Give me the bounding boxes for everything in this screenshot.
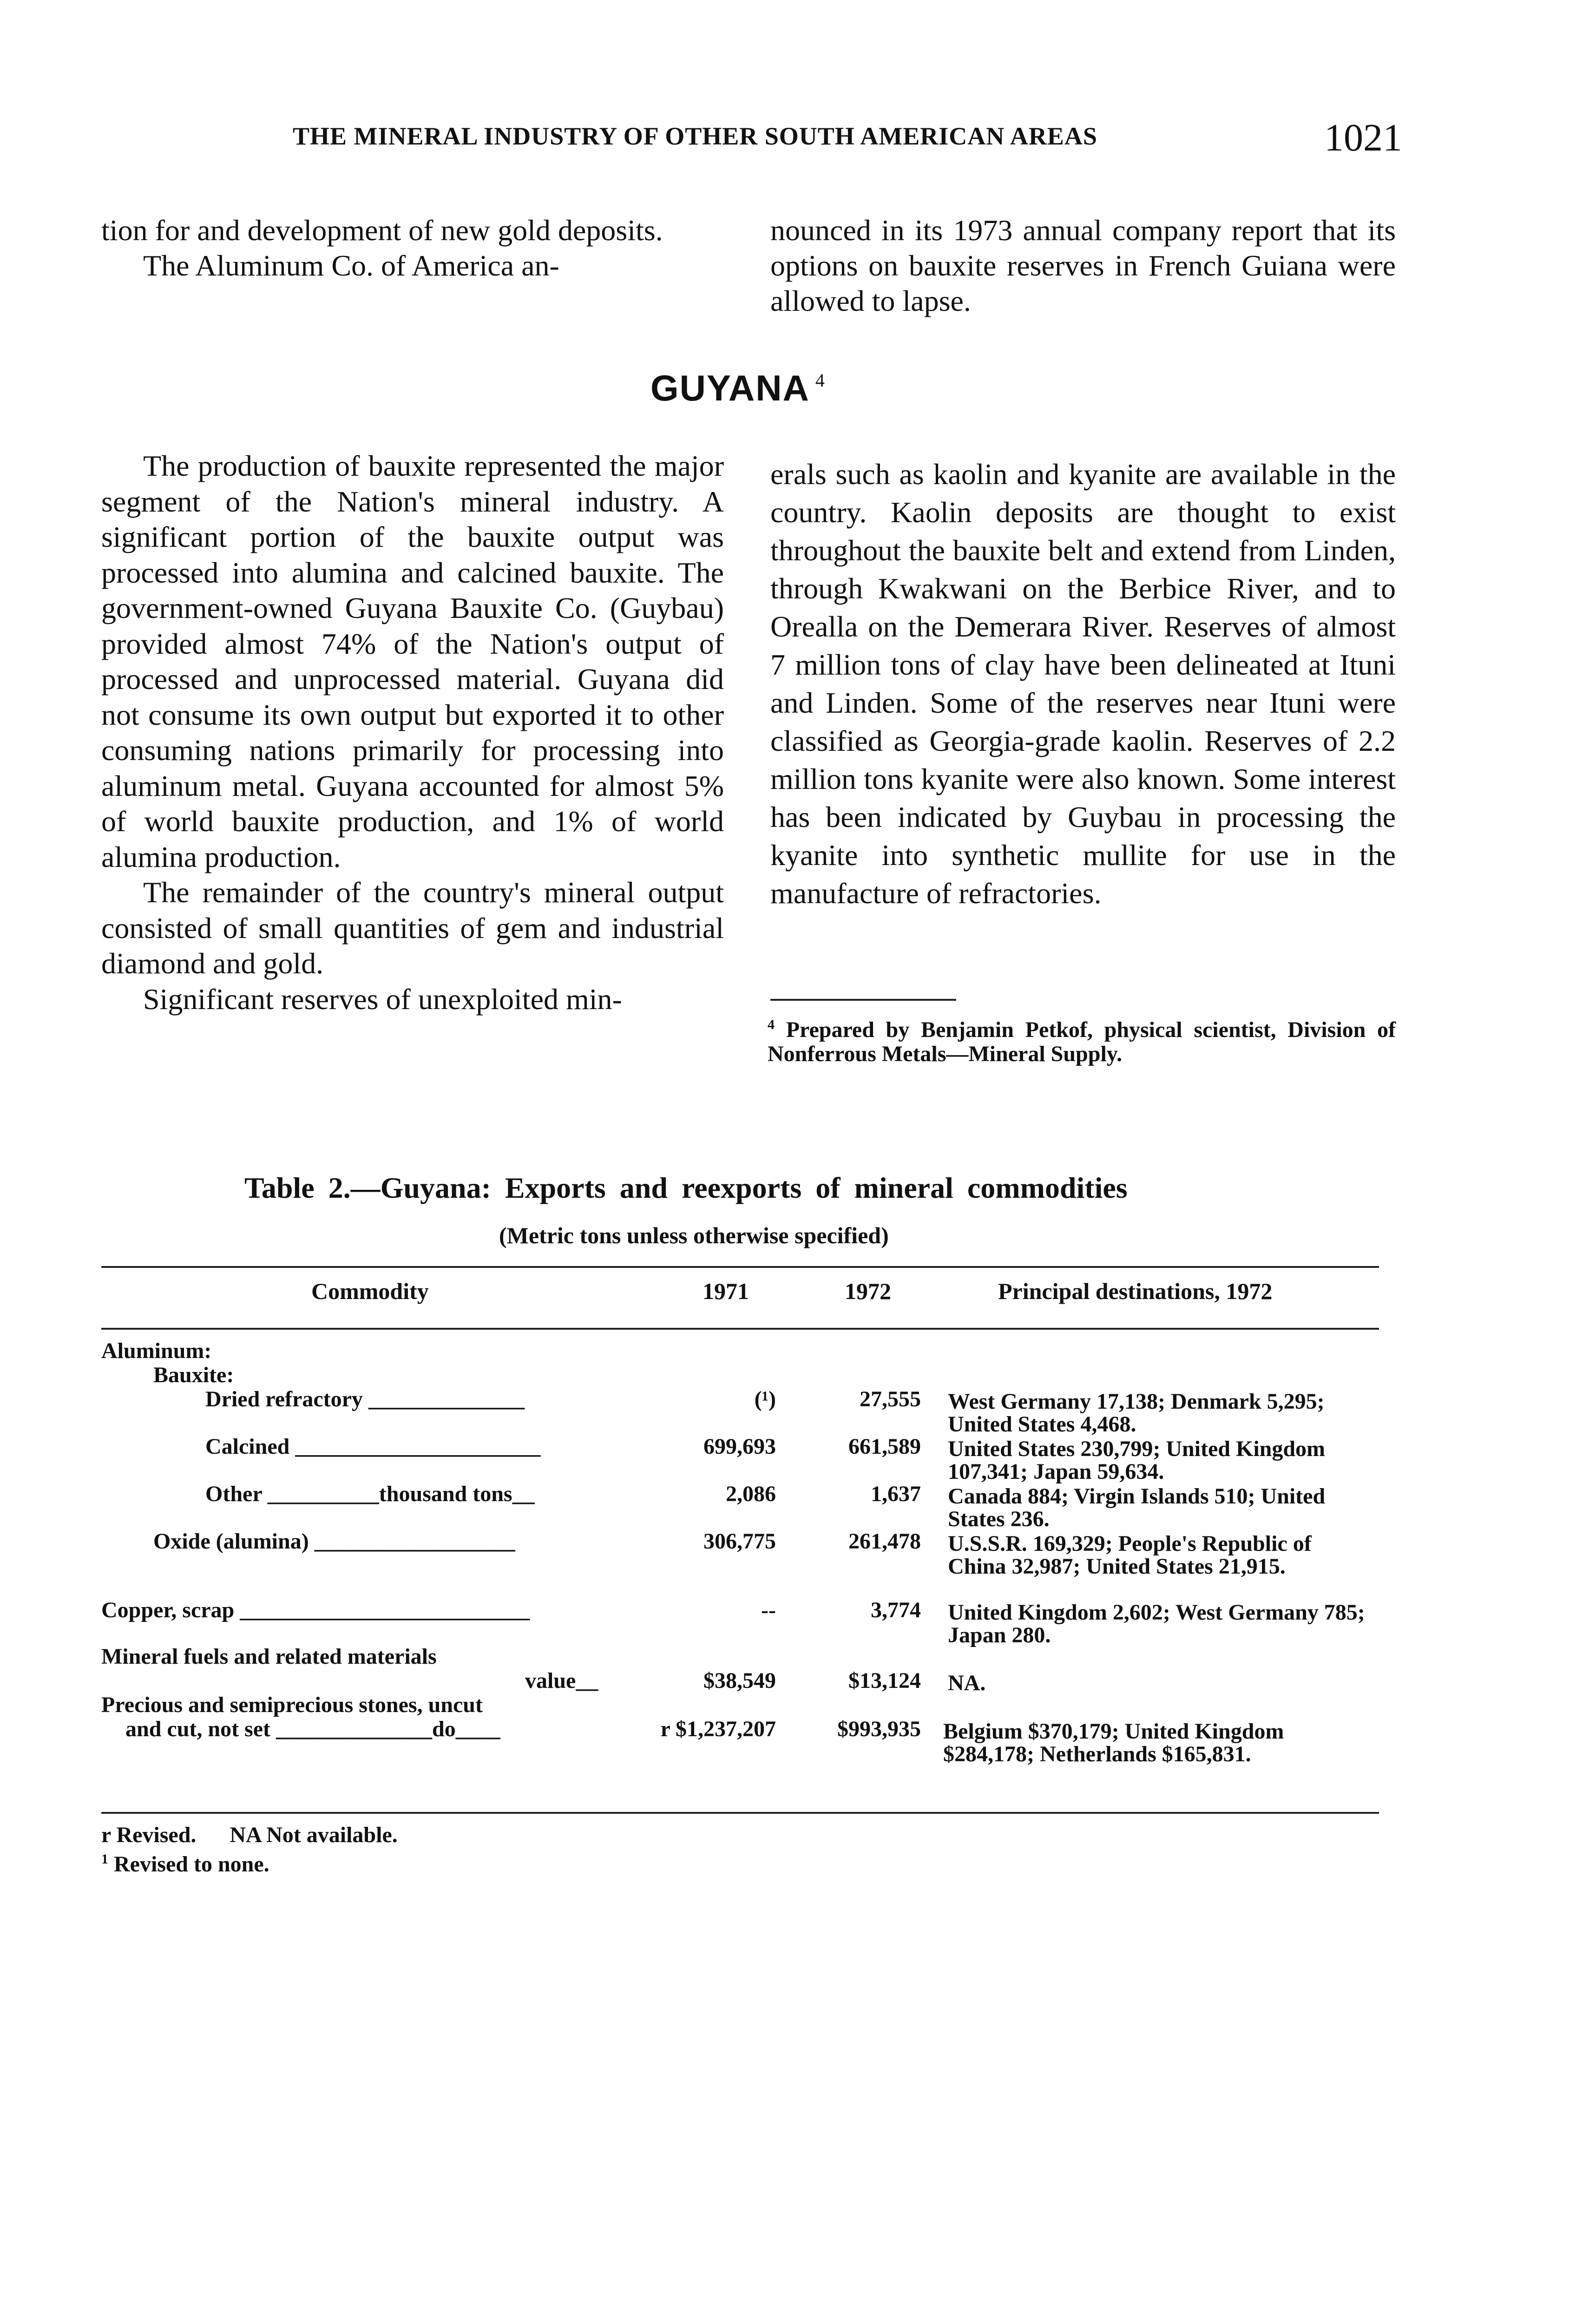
commodity-label: Calcined ______________________	[205, 1434, 541, 1459]
table-notes	[101, 1823, 398, 1877]
value-1971: r $1,237,207	[660, 1717, 776, 1741]
column-header-1971: 1971	[703, 1278, 749, 1304]
table-title: Table 2.—Guyana: Exports and reexports of mineral commodities	[244, 1171, 1128, 1204]
value-1972: $13,124	[848, 1668, 921, 1693]
column-header-1972: 1972	[845, 1278, 891, 1304]
table-subtitle: (Metric tons unless otherwise specified)	[499, 1222, 889, 1248]
row-group-label: Aluminum:	[101, 1339, 212, 1363]
body-paragraph: The remainder of the country's mineral output consisted of small quantities of gem and industrial diamond and gold.	[101, 876, 724, 980]
column-header-destinations: Principal destinations, 1972	[998, 1278, 1273, 1304]
destinations: NA.	[948, 1671, 986, 1695]
unit-label: value__	[525, 1668, 598, 1693]
intro-right-column	[770, 213, 1396, 319]
table-header-rule	[101, 1328, 1379, 1330]
value-1971: (¹)	[754, 1387, 776, 1411]
page-number: 1021	[1324, 116, 1402, 159]
table-bottom-rule	[101, 1812, 1379, 1814]
commodity-label: Copper, scrap __________________________	[101, 1598, 530, 1622]
value-1972: 3,774	[871, 1598, 921, 1622]
footnote	[768, 1013, 1396, 1066]
body-paragraph: The production of bauxite represented the major segment of the Nation's mineral industry. A significant portion of the bauxite output was processed into alumina and calcined bauxite. The government-owned Guyana Bauxite Co. (Guybau) provided almost 74% of the Nation's output of processed and unprocessed material. Guyana did not consume its own output but exported it to other consuming nations primarily for processing into aluminum metal. Guyana accounted for almost 5% of world bauxite production, and 1% of world alumina production.	[101, 449, 724, 873]
intro-paragraph: nounced in its 1973 annual company report that its options on bauxite reserves in French Guiana were allowed to lapse.	[770, 214, 1396, 317]
commodity-label-continued: and cut, not set ______________do____	[125, 1717, 500, 1741]
section-title-text: GUYANA	[650, 367, 810, 408]
body-right-column	[770, 455, 1396, 912]
destinations: U.S.S.R. 169,329; People's Republic of China 32,987; United States 21,915.	[948, 1531, 1312, 1579]
destinations: West Germany 17,138; Denmark 5,295; United States 4,468.	[948, 1389, 1325, 1437]
running-title: THE MINERAL INDUSTRY OF OTHER SOUTH AMERICAN AREAS	[293, 122, 1097, 150]
table-note: r Revised. NA Not available.	[101, 1823, 398, 1847]
intro-paragraph: The Aluminum Co. of America an-	[143, 249, 559, 282]
value-1971: 699,693	[703, 1434, 776, 1459]
destinations: Belgium $370,179; United Kingdom $284,178; Netherlands $165,831.	[943, 1719, 1284, 1766]
section-footnote-mark: 4	[815, 370, 826, 391]
intro-left-column	[101, 213, 724, 283]
footnote-mark: 4	[768, 1017, 775, 1032]
destinations: United States 230,799; United Kingdom 107,341; Japan 59,634.	[948, 1437, 1326, 1484]
body-paragraph: erals such as kaolin and kyanite are available in the country. Kaolin deposits are thought to exist throughout the bauxite belt and extend from Linden, through Kwakwani on the Berbice River, and to Orealla on the Demerara River. Reserves of almost 7 million tons of clay have been delineated at Ituni and Linden. Some of the reserves near Ituni were classified as Georgia-grade kaolin. Reserves of 2.2 million tons kyanite were also known. Some interest has been indicated by Guybau in processing the kyanite into synthetic mullite for use in the manufacture of refractories.	[770, 458, 1396, 910]
body-paragraph: Significant reserves of unexploited min-	[143, 982, 622, 1016]
commodity-label: Dried refractory ______________	[205, 1387, 525, 1411]
commodity-label: Precious and semiprecious stones, uncut	[101, 1693, 483, 1717]
footnote-text: Prepared by Benjamin Petkof, physical scientist, Division of Nonferrous Metals—Mineral Supply.	[768, 1017, 1396, 1066]
value-1971: --	[761, 1598, 776, 1622]
value-1972: 27,555	[860, 1387, 921, 1411]
table-top-rule	[101, 1266, 1379, 1268]
destinations: Canada 884; Virgin Islands 510; United States 236.	[948, 1484, 1326, 1531]
value-1971: $38,549	[703, 1668, 776, 1693]
commodity-label: Other __________thousand tons__	[205, 1482, 535, 1506]
value-1971: 2,086	[726, 1482, 776, 1506]
footnote-divider	[770, 999, 956, 1001]
value-1972: 1,637	[871, 1482, 921, 1506]
column-header-commodity: Commodity	[311, 1278, 429, 1304]
commodity-label: Oxide (alumina) __________________	[153, 1529, 515, 1554]
value-1972: 261,478	[848, 1529, 921, 1554]
section-title	[650, 367, 826, 409]
row-group-label: Bauxite:	[153, 1363, 234, 1387]
value-1972: $993,935	[837, 1717, 921, 1741]
intro-paragraph: tion for and development of new gold deposits.	[101, 214, 663, 247]
value-1971: 306,775	[703, 1529, 776, 1554]
destinations: United Kingdom 2,602; West Germany 785; Japan 280.	[948, 1600, 1365, 1647]
body-left-column	[101, 448, 724, 1017]
commodity-label: Mineral fuels and related materials	[101, 1644, 437, 1669]
value-1972: 661,589	[848, 1434, 921, 1459]
table-note: $^1$ Revised to none.	[101, 1851, 269, 1877]
